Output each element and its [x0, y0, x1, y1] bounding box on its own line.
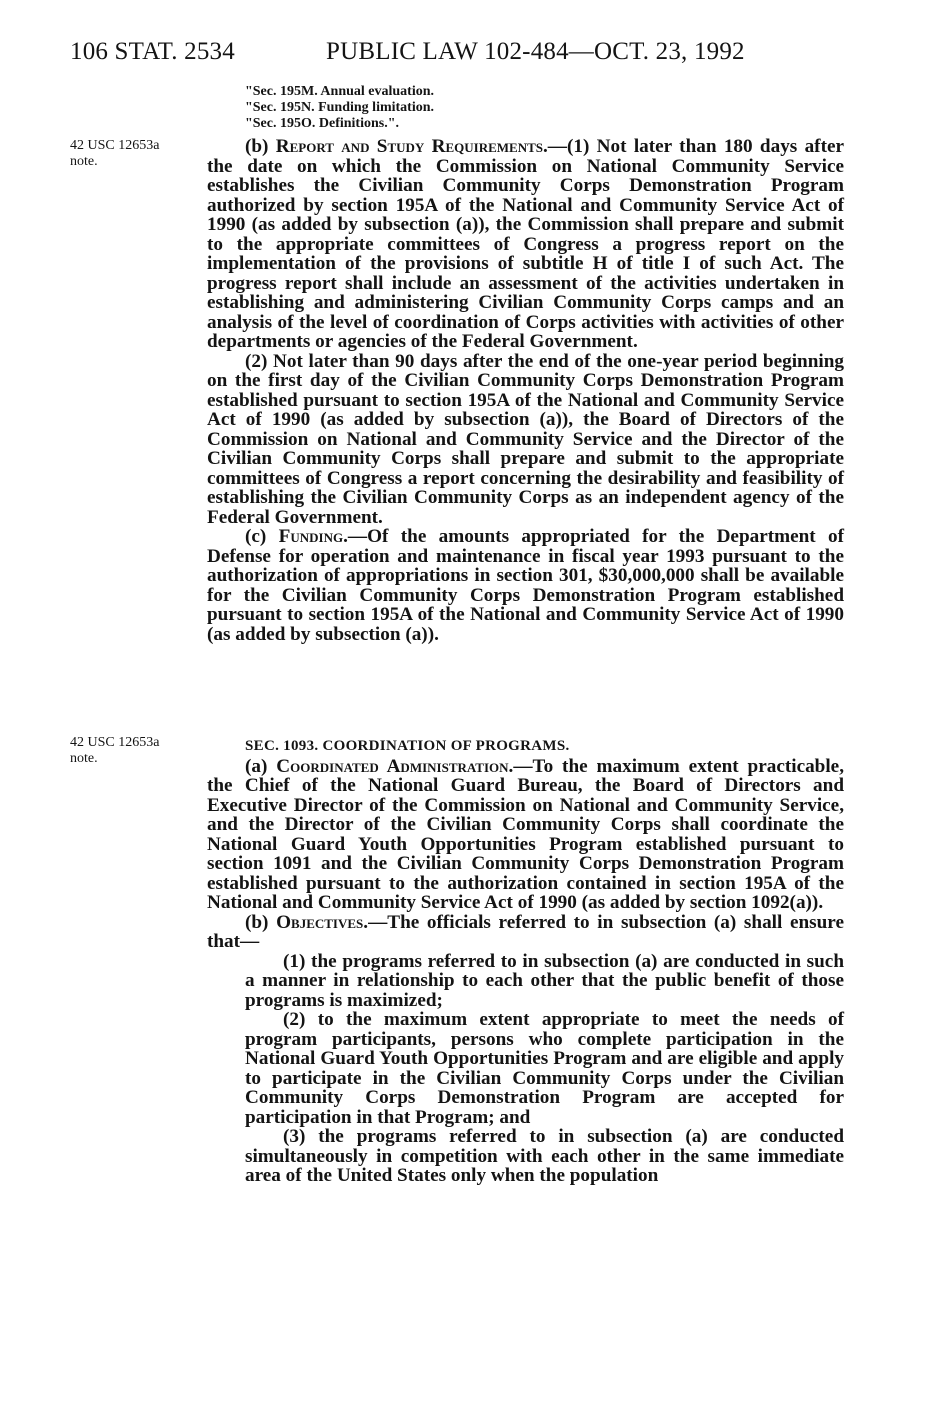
stat-page-number: 106 STAT. 2534	[70, 38, 235, 65]
subsection-b-objectives-heading: Objectives.	[276, 911, 369, 933]
subsection-c-heading: Funding.	[278, 526, 348, 547]
body-text-lower	[207, 737, 844, 1186]
margin-note-usc-citation: 42 USC 12653a note.	[70, 138, 160, 169]
toc-entry: "Sec. 195M. Annual evaluation.	[245, 84, 435, 99]
subsection-a-heading: Coordinated Administration.	[276, 755, 514, 777]
section-1093-heading: SEC. 1093. COORDINATION OF PROGRAMS.	[245, 738, 570, 754]
subsection-b-paragraph-1: (b) Report and Study Requirements.—(1) Not later than 180 days after the date on which the Commission on National Community Service establishes the Civilian Community Corps Demonstration Program authorized by section 195A of the National and Community Service Act of 1990 (as added by subsection (a)), the Commission shall prepare and submit to the appropriate committees of Congress a progress report on the implementation of the provisions of subtitle H of title I of such Act. The progress report shall include an assessment of the activities undertaken in establishing and administering Civilian Community Corps camps and an analysis of the level of coordination of Corps activities with activities of other departments or agencies of the Federal Government.	[207, 136, 844, 352]
table-of-contents-continuation	[245, 84, 434, 132]
body-text-upper	[207, 137, 844, 644]
toc-entry: "Sec. 195O. Definitions.".	[245, 116, 399, 131]
subsection-b-paragraph-2: (2) Not later than 90 days after the end of the one-year period beginning on the first day of the Civilian Community Corps Demonstration Program established pursuant to section 195A of the National and Community Service Act of 1990 (as added by subsection (a)), the Board of Directors of the Commission on National and Community Service and the Director of the Civilian Community Corps shall prepare and submit to the appropriate committees of Congress a report concerning the desirability and feasibility of establishing the Civilian Community Corps as an independent agency of the Federal Government.	[207, 350, 844, 528]
page-header	[70, 38, 860, 78]
toc-entry: "Sec. 195N. Funding limitation.	[245, 100, 435, 115]
subsection-b-heading: Report and Study Requirements.	[275, 136, 548, 157]
section-1093-subsection-a: (a) Coordinated Administration.—To the maximum extent practicable, the Chief of the National Guard Bureau, the Board of Directors and Executive Director of the Commission on National and Community Service, and the Director of the Civilian Community Corps shall coordinate the National Guard Youth Opportunities Program established pursuant to section 1091 and the Civilian Community Corps Demonstration Program established pursuant to the authorization contained in section 195A of the National and Community Service Act of 1990 (as added by section 1092(a)).	[207, 755, 844, 913]
subsection-c-paragraph: (c) Funding.—Of the amounts appropriated for the Department of Defense for operation and maintenance in fiscal year 1993 pursuant to the authorization of appropriations in section 301, $30,000,000 shall be available for the Civilian Community Corps Demonstration Program established pursuant to section 195A of the National and Community Service Act of 1990 (as added by subsection (a)).	[207, 526, 845, 645]
public-law-citation: PUBLIC LAW 102-484—OCT. 23, 1992	[326, 38, 745, 65]
objective-item-2: (2) to the maximum extent appropriate to meet the needs of program participants, persons who complete participation in the National Guard Youth Opportunities Program and are eligible and apply to participate in the Civilian Community Corps under the Civilian Community Corps Demonstration Program are accepted for participation in that Program; and	[245, 1009, 844, 1128]
section-1093-subsection-b: (b) Objectives.—The officials referred to in subsection (a) shall ensure that—	[207, 911, 844, 952]
margin-note-usc-citation: 42 USC 12653a note.	[70, 735, 160, 766]
objective-item-1: (1) the programs referred to in subsection (a) are conducted in such a manner in relationship to each other that the public benefit of those programs is maximized;	[245, 950, 844, 1011]
objective-item-3: (3) the programs referred to in subsection (a) are conducted simultaneously in competition with each other in the same immediate area of the United States only when the population	[245, 1126, 844, 1186]
